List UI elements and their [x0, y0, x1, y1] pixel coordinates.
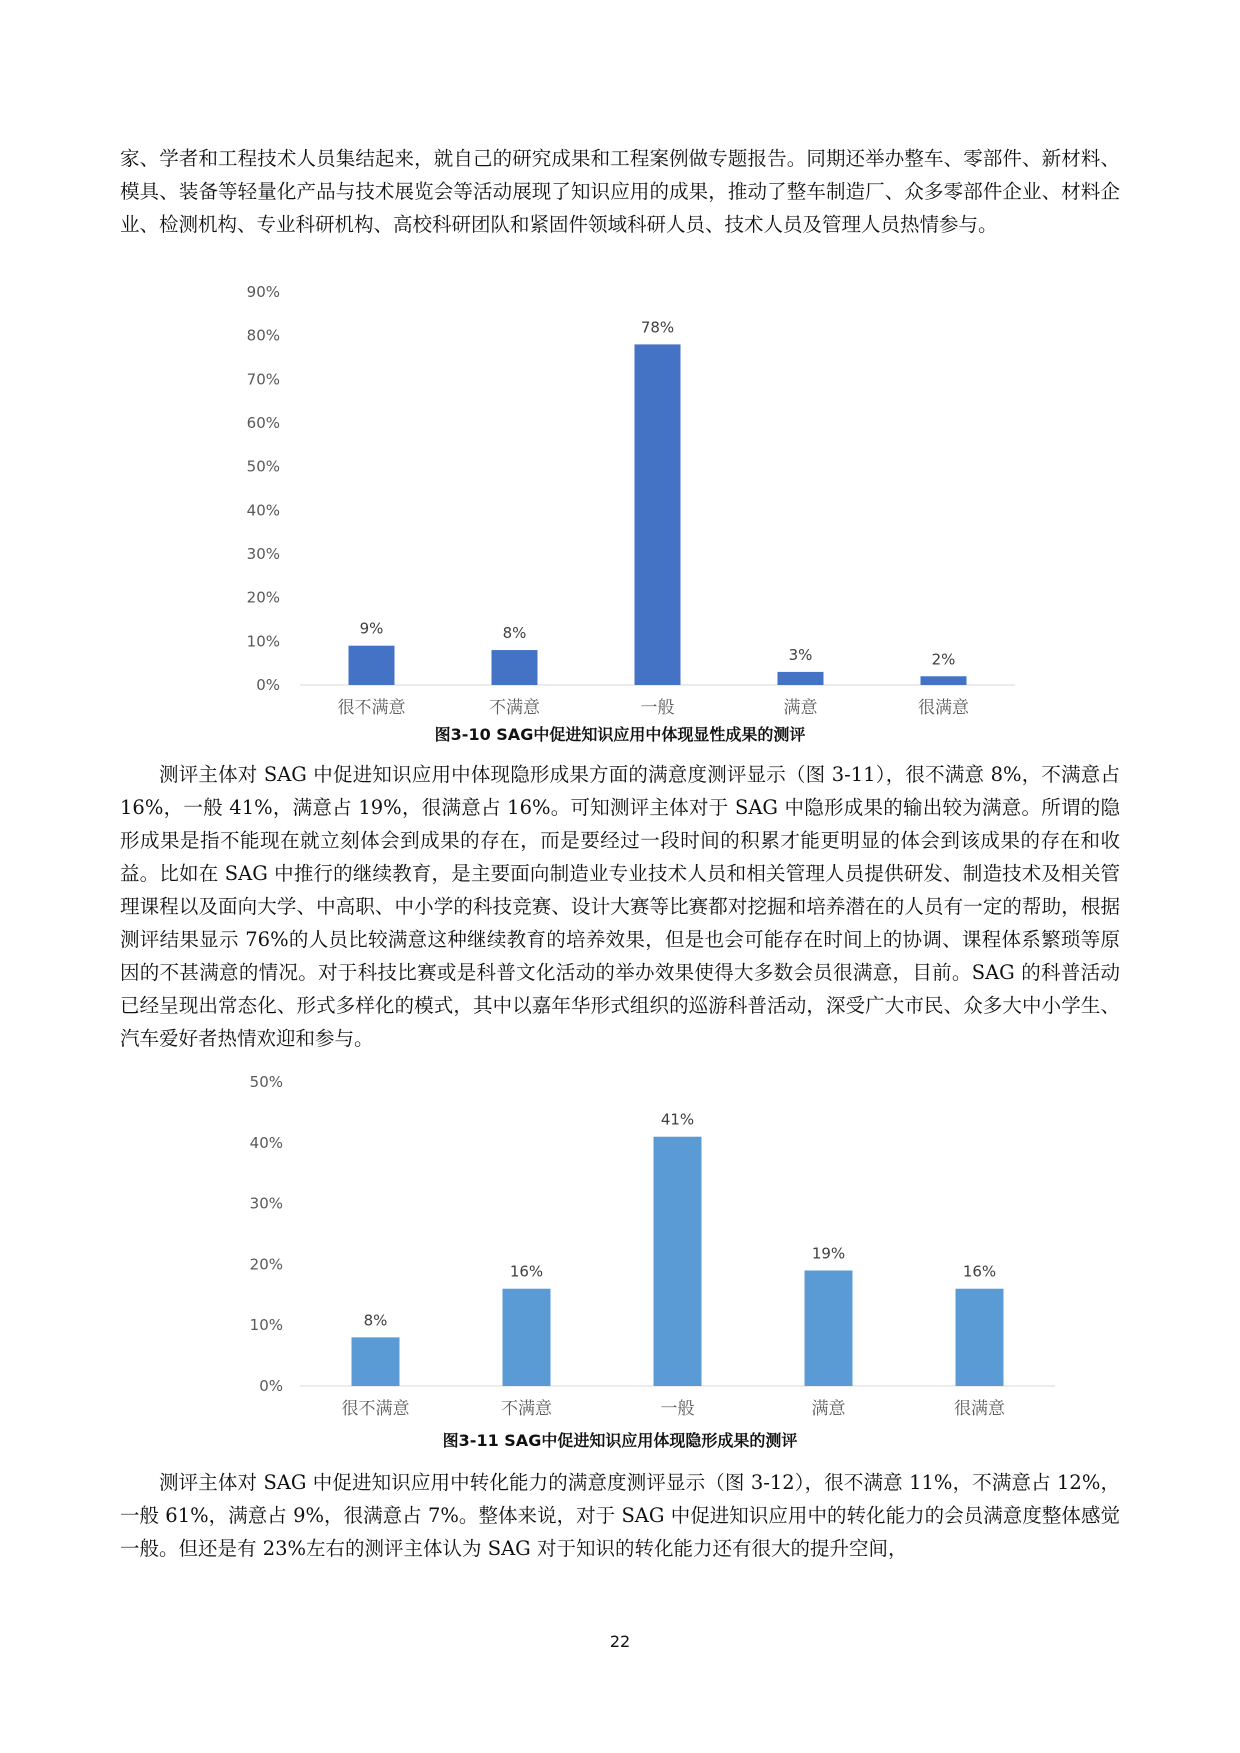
- chart-3-10-ytick-label: 40%: [246, 501, 280, 520]
- chart-3-10-ytick-label: 50%: [246, 457, 280, 476]
- chart-3-10-data-label: 3%: [788, 645, 813, 664]
- paragraph-3: 测评主体对 SAG 中促进知识应用中转化能力的满意度测评显示（图 3-12），很不满意 11%，不满意占 12%，一般 61%，满意占 9%，很满意占 7%。整体来说，对于 SAG 中促进知识应用中的转化能力的会员满意度整体感觉一般。但还是有 23%左右的测评主体认为 SAG 对于知识的转化能力还有很大的提升空间，: [120, 1471, 1120, 1560]
- chart-3-10-ytick-label: 90%: [246, 283, 280, 301]
- chart-3-10-ytick-label: 80%: [246, 326, 280, 345]
- chart-3-11-bar: [352, 1337, 400, 1386]
- chart-3-10-caption: 图3-10 SAG中促进知识应用中体现显性成果的测评: [434, 725, 806, 744]
- chart-3-11-ytick-label: 30%: [249, 1194, 283, 1213]
- page-number: 22: [609, 1632, 631, 1651]
- chart-3-10-category-label: 满意: [783, 698, 818, 718]
- chart-3-11-ytick-label: 40%: [249, 1133, 283, 1152]
- chart-3-10-ytick-label: 20%: [246, 588, 280, 607]
- chart-3-11-ytick-label: 20%: [249, 1255, 283, 1274]
- chart-3-10-data-label: 8%: [502, 624, 527, 643]
- chart-3-10-data-label: 2%: [931, 650, 956, 669]
- chart-3-11-category-label: 很满意: [954, 1399, 1005, 1419]
- chart-3-10-ytick-label: 60%: [246, 414, 280, 432]
- chart-3-10-data-label: 9%: [359, 619, 384, 638]
- chart-3-11-bar: [956, 1289, 1004, 1386]
- chart-3-11-caption: 图3-11 SAG中促进知识应用体现隐形成果的测评: [442, 1431, 798, 1450]
- chart-3-11-data-label: 8%: [363, 1311, 388, 1330]
- chart-3-11-category-label: 满意: [811, 1399, 846, 1419]
- chart-3-10-ytick-label: 0%: [256, 676, 280, 694]
- chart-3-10-category-label: 很不满意: [337, 698, 406, 718]
- paragraph-2: 测评主体对 SAG 中促进知识应用中体现隐形成果方面的满意度测评显示（图 3-11），很不满意 8%，不满意占 16%，一般 41%，满意占 19%，很满意占 16%。可知测评主体对于 SAG 中隐形成果的输出较为满意。所谓的隐形成果是指不能现在就立刻体会到成果的存在，而是要经过一段时间的积累才能更明显的体会到该成果的存在和收益。比如在 SAG 中推行的继续教育，是主要面向制造业专业技术人员和相关管理人员提供研发、制造技术及相关管理课程以及面向大学、中高职、中小学的科技竞赛、设计大赛等比赛都对挖掘和培养潜在的人员有一定的帮助，根据测评结果显示 76%的人员比较满意这种继续教育的培养效果，但是也会可能存在时间上的协调、课程体系繁琐等原因的不甚满意的情况。对于科技比赛或是科普文化活动的举办效果使得大多数会员很满意，目前。SAG 的科普活动已经呈现出常态化、形式多样化的模式，其中以嘉年华形式组织的巡游科普活动，深受广大市民、众多大中小学生、汽车爱好者热情欢迎和参与。: [120, 763, 1120, 1050]
- chart-3-10-category-label: 一般: [640, 698, 675, 718]
- chart-3-11-data-label: 16%: [509, 1262, 544, 1281]
- chart-3-11-data-label: 41%: [660, 1110, 695, 1129]
- chart-3-11-category-label: 不满意: [501, 1399, 552, 1419]
- chart-3-11-ytick-label: 50%: [249, 1073, 283, 1091]
- chart-3-11-data-label: 16%: [962, 1262, 997, 1281]
- chart-3-11-ytick-label: 10%: [249, 1316, 283, 1335]
- chart-3-10-ytick-label: 70%: [246, 370, 280, 389]
- chart-3-10-ytick-label: 30%: [246, 545, 280, 563]
- chart-3-11-category-label: 很不满意: [341, 1399, 410, 1419]
- chart-3-11-bar: [503, 1289, 551, 1386]
- chart-3-11-bar: [805, 1270, 853, 1386]
- chart-3-11-bar: [654, 1137, 702, 1386]
- chart-3-11-ytick-label: 0%: [259, 1377, 283, 1395]
- chart-3-10-data-label: 78%: [640, 318, 675, 337]
- chart-3-11-data-label: 19%: [811, 1244, 846, 1263]
- paragraph-1: 家、学者和工程技术人员集结起来，就自己的研究成果和工程案例做专题报告。同期还举办整车、零部件、新材料、模具、装备等轻量化产品与技术展览会等活动展现了知识应用的成果，推动了整车制造厂、众多零部件企业、材料企业、检测机构、专业科研机构、高校科研团队和紧固件领域科研人员、技术人员及管理人员热情参与。: [120, 147, 1120, 236]
- chart-3-10-ytick-label: 10%: [246, 632, 280, 651]
- chart-3-11-category-label: 一般: [660, 1399, 695, 1419]
- chart-3-10-category-label: 不满意: [489, 698, 540, 718]
- chart-3-10-category-label: 很满意: [918, 698, 969, 718]
